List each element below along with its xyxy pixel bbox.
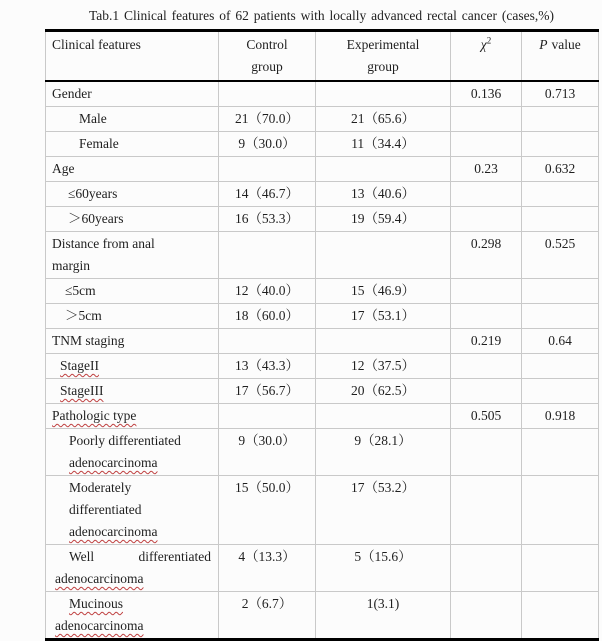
clinical-features-table: [45, 29, 599, 641]
feature-cell: [46, 207, 219, 232]
p-cell: 0.525: [522, 232, 599, 279]
chi-cell: [451, 132, 522, 157]
table-row-moderately-differentiated: [46, 476, 599, 545]
chi-superscript: 2: [486, 35, 492, 46]
p-cell: [522, 354, 599, 379]
feature-cell: [46, 354, 219, 379]
feature-cell: [46, 592, 219, 640]
control-cell: 4（13.3）: [219, 545, 316, 592]
feature-label: TNM staging: [52, 333, 125, 348]
experimental-cell: [316, 404, 451, 429]
experimental-cell: [316, 232, 451, 279]
feature-label-line: [52, 452, 214, 474]
control-cell: 2（6.7）: [219, 592, 316, 640]
p-cell: [522, 107, 599, 132]
misspelled-word: adenocarcinoma: [55, 571, 144, 586]
chi-cell: [451, 429, 522, 476]
chi-cell: 0.23: [451, 157, 522, 182]
table-row-distance-anal-margin: [46, 232, 599, 279]
feature-label-line: Distance from anal: [52, 236, 155, 251]
table-row-pathologic-type: [46, 404, 599, 429]
chi-cell: [451, 107, 522, 132]
col-header-p-value: [522, 31, 599, 82]
table-row-distance-le-5cm: [46, 279, 599, 304]
experimental-cell: 12（37.5）: [316, 354, 451, 379]
chi-cell: [451, 354, 522, 379]
feature-label-line: [52, 593, 214, 615]
control-cell: [219, 232, 316, 279]
experimental-cell: [316, 81, 451, 107]
col-header-chi-square: [451, 31, 522, 82]
experimental-cell: 19（59.4）: [316, 207, 451, 232]
header-line: group: [251, 59, 283, 74]
word: differentiated: [138, 549, 211, 564]
feature-label: Gender: [52, 86, 92, 101]
feature-label-line: Moderately: [69, 480, 132, 495]
experimental-cell: 13（40.6）: [316, 182, 451, 207]
experimental-cell: 17（53.1）: [316, 304, 451, 329]
feature-label: [52, 405, 214, 427]
control-cell: [219, 404, 316, 429]
table-row-age-gt-60: [46, 207, 599, 232]
chi-cell: [451, 304, 522, 329]
p-cell: [522, 207, 599, 232]
feature-label: ＞5cm: [65, 308, 102, 323]
p-symbol: P: [539, 37, 548, 52]
p-cell: [522, 379, 599, 404]
feature-cell: [46, 404, 219, 429]
p-cell: [522, 279, 599, 304]
p-cell: 0.713: [522, 81, 599, 107]
col-header-clinical-features: Clinical features: [46, 31, 219, 82]
chi-cell: [451, 279, 522, 304]
feature-label: Female: [79, 136, 119, 151]
control-cell: 9（30.0）: [219, 132, 316, 157]
feature-cell: [46, 279, 219, 304]
feature-label-line: [52, 521, 214, 543]
table-row-female: [46, 132, 599, 157]
experimental-cell: 1(3.1): [316, 592, 451, 640]
feature-label: [52, 380, 214, 402]
chi-cell: 0.219: [451, 329, 522, 354]
p-cell: [522, 304, 599, 329]
misspelled-word: Mucinous: [69, 596, 123, 611]
feature-cell: [46, 107, 219, 132]
table-row-male: [46, 107, 599, 132]
feature-cell: [46, 545, 219, 592]
table-row-stage-ii: [46, 354, 599, 379]
feature-label: ＞60years: [68, 211, 124, 226]
chi-cell: [451, 545, 522, 592]
table-row-tnm-staging: [46, 329, 599, 354]
p-word: value: [551, 37, 581, 52]
word: Well: [69, 549, 95, 564]
feature-label-line: [52, 568, 214, 590]
table-row-poorly-differentiated: [46, 429, 599, 476]
table-row-stage-iii: [46, 379, 599, 404]
experimental-cell: 21（65.6）: [316, 107, 451, 132]
feature-label-line: Poorly differentiated: [69, 433, 181, 448]
experimental-cell: 20（62.5）: [316, 379, 451, 404]
header-line: group: [367, 59, 399, 74]
chi-cell: [451, 592, 522, 640]
p-cell: [522, 132, 599, 157]
feature-cell: [46, 379, 219, 404]
experimental-cell: 15（46.9）: [316, 279, 451, 304]
p-cell: 0.64: [522, 329, 599, 354]
p-cell: [522, 429, 599, 476]
control-cell: 15（50.0）: [219, 476, 316, 545]
control-cell: 14（46.7）: [219, 182, 316, 207]
chi-cell: 0.298: [451, 232, 522, 279]
misspelled-word: adenocarcinoma: [69, 524, 158, 539]
misspelled-word: adenocarcinoma: [55, 618, 144, 633]
col-header-control-group: [219, 31, 316, 82]
feature-label: ≤5cm: [65, 283, 96, 298]
p-cell: [522, 592, 599, 640]
control-cell: 17（56.7）: [219, 379, 316, 404]
feature-label: Age: [52, 161, 75, 176]
feature-cell: [46, 182, 219, 207]
chi-cell: [451, 379, 522, 404]
chi-cell: [451, 476, 522, 545]
control-cell: 12（40.0）: [219, 279, 316, 304]
feature-label: [52, 355, 214, 377]
misspelled-word: adenocarcinoma: [69, 455, 158, 470]
table-row-mucinous: [46, 592, 599, 640]
col-header-experimental-group: [316, 31, 451, 82]
experimental-cell: [316, 157, 451, 182]
feature-label-line: [52, 546, 214, 568]
p-cell: [522, 182, 599, 207]
experimental-cell: 11（34.4）: [316, 132, 451, 157]
feature-label-line: [52, 615, 214, 637]
feature-cell: [46, 157, 219, 182]
chi-cell: [451, 207, 522, 232]
control-cell: 21（70.0）: [219, 107, 316, 132]
feature-cell: [46, 329, 219, 354]
control-cell: 9（30.0）: [219, 429, 316, 476]
table-row-age-le-60: [46, 182, 599, 207]
header-line: Experimental: [346, 37, 420, 52]
table-caption: Tab.1 Clinical features of 62 patients with locally advanced rectal cancer (cases,%): [89, 8, 554, 23]
misspelled-word: StageII: [60, 358, 99, 373]
chi-cell: 0.136: [451, 81, 522, 107]
table-row-well-differentiated: [46, 545, 599, 592]
table-row-age: [46, 157, 599, 182]
experimental-cell: 5（15.6）: [316, 545, 451, 592]
feature-cell: [46, 81, 219, 107]
misspelled-word: StageIII: [60, 383, 104, 398]
control-cell: [219, 329, 316, 354]
document-page: [0, 8, 602, 641]
chi-cell: [451, 182, 522, 207]
feature-cell: [46, 304, 219, 329]
control-cell: [219, 157, 316, 182]
feature-label: ≤60years: [68, 186, 118, 201]
control-cell: 18（60.0）: [219, 304, 316, 329]
header-line: Control: [246, 37, 288, 52]
p-cell: [522, 476, 599, 545]
feature-label: Male: [79, 111, 107, 126]
chi-cell: 0.505: [451, 404, 522, 429]
experimental-cell: 9（28.1）: [316, 429, 451, 476]
feature-label-line: differentiated: [69, 502, 142, 517]
experimental-cell: [316, 329, 451, 354]
feature-cell: [46, 429, 219, 476]
experimental-cell: 17（53.2）: [316, 476, 451, 545]
header-row: [46, 31, 599, 82]
feature-cell: [46, 476, 219, 545]
control-cell: 13（43.3）: [219, 354, 316, 379]
chi-symbol: χ: [480, 37, 487, 52]
feature-cell: [46, 132, 219, 157]
feature-label-line: margin: [52, 258, 90, 273]
table-row-gender: [46, 81, 599, 107]
table-row-distance-gt-5cm: [46, 304, 599, 329]
p-cell: 0.632: [522, 157, 599, 182]
misspelled-word: Pathologic type: [52, 408, 137, 423]
control-cell: [219, 81, 316, 107]
control-cell: 16（53.3）: [219, 207, 316, 232]
p-cell: 0.918: [522, 404, 599, 429]
feature-cell: [46, 232, 219, 279]
p-cell: [522, 545, 599, 592]
